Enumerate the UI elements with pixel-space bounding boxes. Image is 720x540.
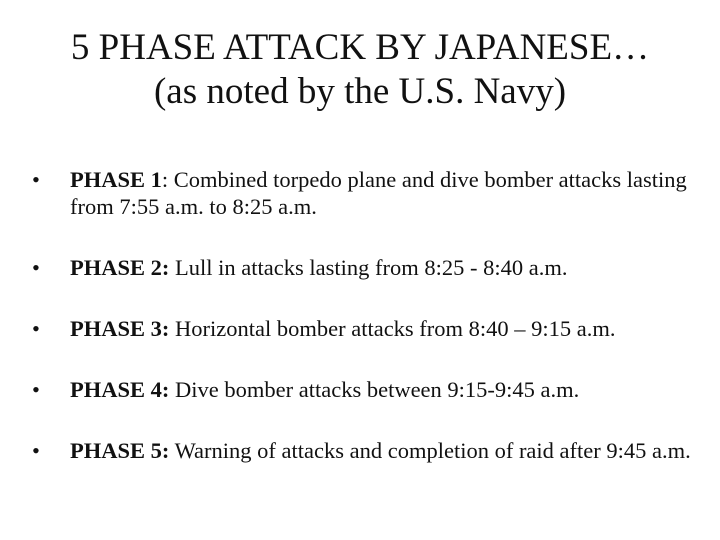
phase-label: PHASE 3: <box>70 316 170 341</box>
slide-title <box>20 26 700 114</box>
phase-text: Warning of attacks and completion of raid after 9:45 a.m. <box>169 438 691 463</box>
phase-text: Lull in attacks lasting from 8:25 - 8:40 a.m. <box>169 255 568 280</box>
bullet-phase-2 <box>32 254 692 281</box>
bullet-icon: • <box>32 255 40 280</box>
bullet-phase-5 <box>32 437 692 464</box>
phase-text: Combined torpedo plane and dive bomber attacks lasting from 7:55 a.m. to 8:25 a.m. <box>70 167 687 219</box>
title-line-2: (as noted by the U.S. Navy) <box>153 71 567 112</box>
phase-label: PHASE 2: <box>70 255 170 280</box>
phase-colon: : <box>161 167 169 192</box>
phase-label: PHASE 1 <box>70 167 162 192</box>
title-line-1: 5 PHASE ATTACK BY JAPANESE… <box>70 27 650 68</box>
bullet-phase-3 <box>32 315 692 342</box>
phase-text: Dive bomber attacks between 9:15-9:45 a.m. <box>169 377 580 402</box>
bullet-phase-4 <box>32 376 692 403</box>
bullet-list <box>32 166 692 464</box>
phase-label: PHASE 4: <box>70 377 170 402</box>
bullet-icon: • <box>32 316 40 341</box>
bullet-icon: • <box>32 377 40 402</box>
bullet-icon: • <box>32 438 40 463</box>
bullet-icon: • <box>32 167 40 192</box>
phase-label: PHASE 5: <box>70 438 170 463</box>
bullet-phase-1 <box>32 166 692 220</box>
phase-text: Horizontal bomber attacks from 8:40 – 9:15 a.m. <box>169 316 616 341</box>
